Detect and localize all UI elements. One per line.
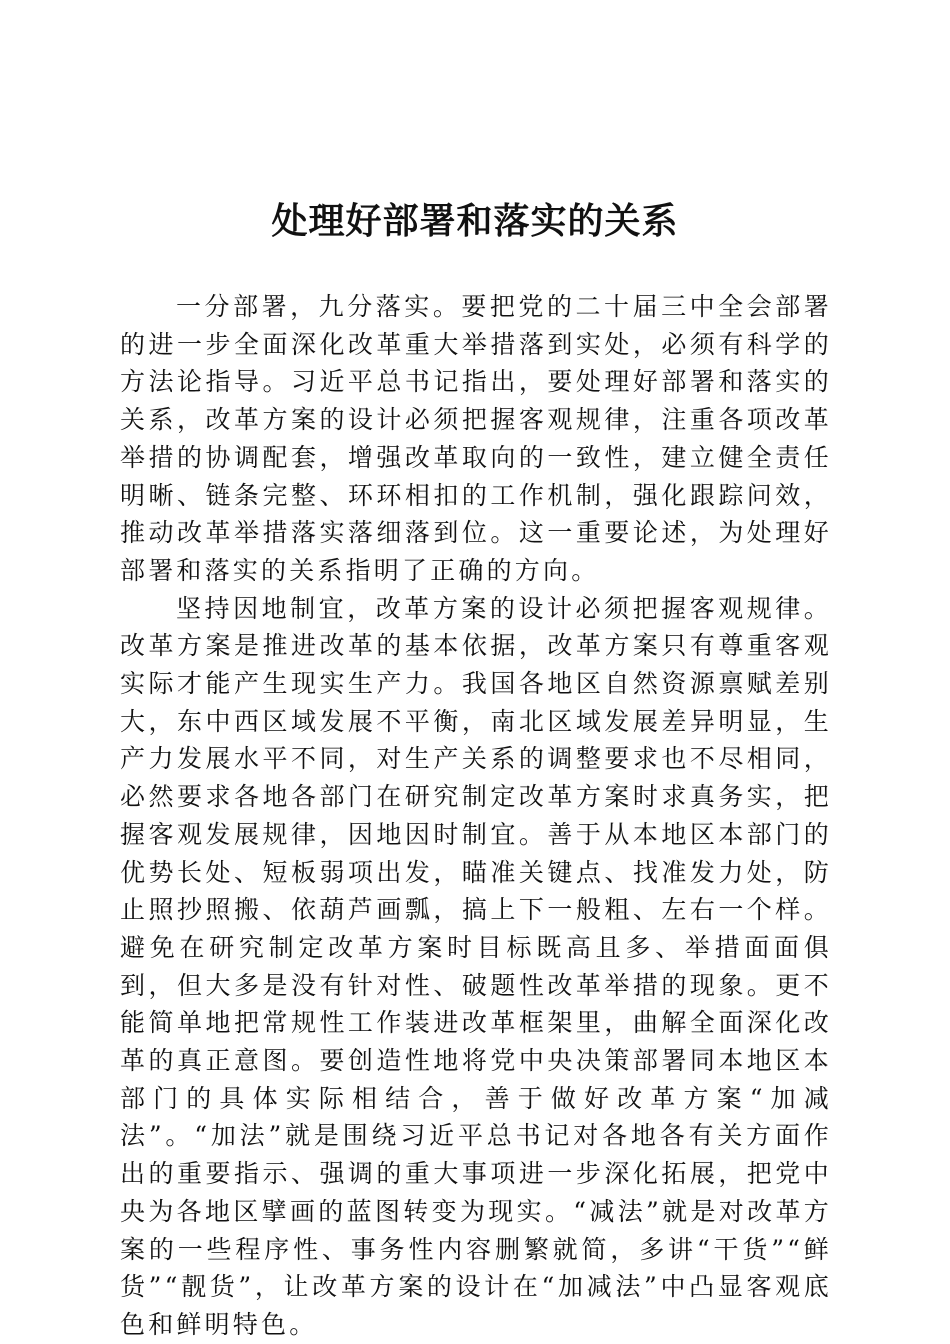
paragraph-intro: 一分部署，九分落实。要把党的二十届三中全会部署的进一步全面深化改革重大举措落到实处，必须有科学的方法论指导。习近平总书记指出，要处理好部署和落实的关系，改革方案的设计必须把握客观规律，注重各项改革举措的协调配套，增强改革取向的一致性，建立健全责任明晰、链条完整、环环相扣的工作机制，强化跟踪问效，推动改革举措落实落细落到位。这一重要论述，为处理好部署和落实的关系指明了正确的方向。 — [120, 292, 832, 585]
document-body — [120, 288, 832, 1344]
paragraph-adapt-to-local-conditions: 坚持因地制宜，改革方案的设计必须把握客观规律。改革方案是推进改革的基本依据，改革方案只有尊重客观实际才能产生现实生产力。我国各地区自然资源禀赋差别大，东中西区域发展不平衡，南北区域发展差异明显，生产力发展水平不同，对生产关系的调整要求也不尽相同，必然要求各地各部门在研究制定改革方案时求真务实，把握客观发展规律，因地因时制宜。善于从本地区本部门的优势长处、短板弱项出发，瞄准关键点、找准发力处，防止照抄照搬、依葫芦画瓢，搞上下一般粗、左右一个样。避免在研究制定改革方案时目标既高且多、举措面面俱到，但大多是没有针对性、破题性改革举措的现象。更不能简单地把常规性工作装进改革框架里，曲解全面深化改革的真正意图。要创造性地将党中央决策部署同本地区本部门的具体实际相结合，善于做好改革方案“加减法”。“加法”就是围绕习近平总书记对各地各有关方面作出的重要指示、强调的重大事项进一步深化拓展，把党中央为各地区擘画的蓝图转变为现实。“减法”就是对改革方案的一些程序性、事务性内容删繁就简，多讲“干货”“鲜货”“靓货”，让改革方案的设计在“加减法”中凸显客观底色和鲜明特色。 — [120, 593, 832, 1339]
document-title: 处理好部署和落实的关系 — [271, 200, 679, 242]
